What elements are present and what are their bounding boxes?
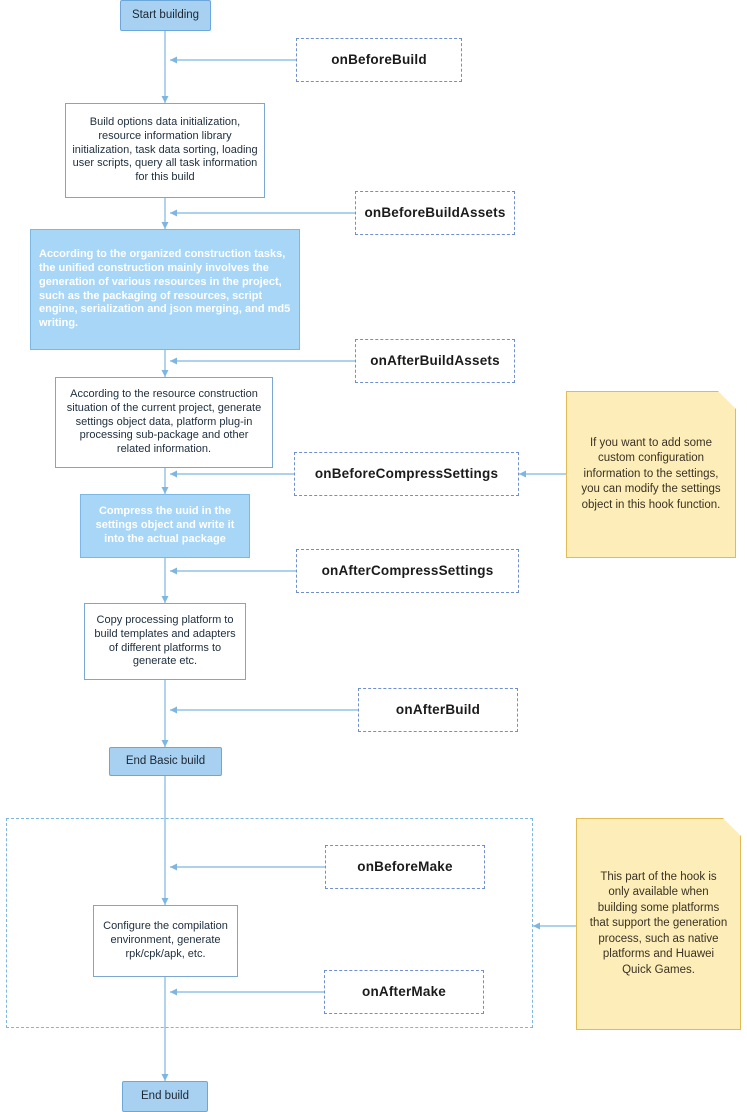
hook-label: onBeforeCompressSettings	[314, 465, 499, 481]
node-init	[65, 103, 265, 198]
node-end-basic-build	[109, 747, 222, 776]
node-settings	[55, 377, 273, 468]
note-fold-icon	[723, 818, 741, 836]
node-compress-settings-label: Compress the uuid in the settings object and write it into the actual package	[95, 505, 235, 545]
node-end-basic-build-label: End Basic build	[125, 755, 206, 768]
hook-label: onAfterBuildAssets	[370, 352, 500, 368]
note-text: If you want to add some custom configuration information to the settings, you can modify the settings object in this hook function.	[581, 436, 721, 511]
hook-on-after-build	[358, 688, 518, 732]
hook-label: onAfterBuild	[395, 701, 481, 717]
hook-on-before-build-assets	[355, 191, 515, 235]
node-end-build-label: End build	[141, 1090, 189, 1103]
node-start-label: Start building	[131, 9, 200, 22]
hook-label: onAfterMake	[362, 983, 446, 999]
hook-on-before-make	[325, 845, 485, 889]
node-init-label: Build options data initialization, resource information library initialization, task data sorting, loading user scripts, query all task information for this build	[72, 116, 258, 184]
node-start	[120, 0, 211, 31]
note-text: This part of the hook is only available when building some platforms that support the generation process, such as native platforms and Huawei Quick Games.	[589, 870, 728, 976]
node-make	[93, 905, 238, 977]
node-copy-templates-label: Copy processing platform to build templates and adapters of different platforms to generate etc.	[94, 614, 236, 668]
hook-on-before-compress-settings	[294, 452, 519, 496]
node-make-label: Configure the compilation environment, generate rpk/cpk/apk, etc.	[103, 920, 228, 960]
node-settings-label: According to the resource construction situation of the current project, generate settings object data, platform plug-in processing sub-package and other related information.	[66, 388, 262, 456]
hook-on-after-build-assets	[355, 339, 515, 383]
note-fold-icon	[718, 391, 736, 409]
node-copy-templates	[84, 603, 246, 680]
node-build-assets-label: According to the organized construction tasks, the unified construction mainly involves the generation of various resources in the project, such as the packaging of resources, script engine, serialization and json merging, and md5 writing.	[39, 248, 291, 329]
node-end-build	[122, 1081, 208, 1112]
hook-label: onBeforeBuildAssets	[364, 204, 506, 220]
hook-label: onBeforeMake	[357, 858, 453, 874]
hook-on-after-make	[324, 970, 484, 1014]
note-settings-hook	[566, 391, 736, 558]
hook-label: onBeforeBuild	[331, 51, 427, 67]
hook-on-after-compress-settings	[296, 549, 519, 593]
hook-on-before-build	[296, 38, 462, 82]
node-build-assets	[30, 229, 300, 350]
hook-label: onAfterCompressSettings	[321, 562, 494, 578]
node-compress-settings	[80, 494, 250, 558]
note-make-availability	[576, 818, 741, 1030]
